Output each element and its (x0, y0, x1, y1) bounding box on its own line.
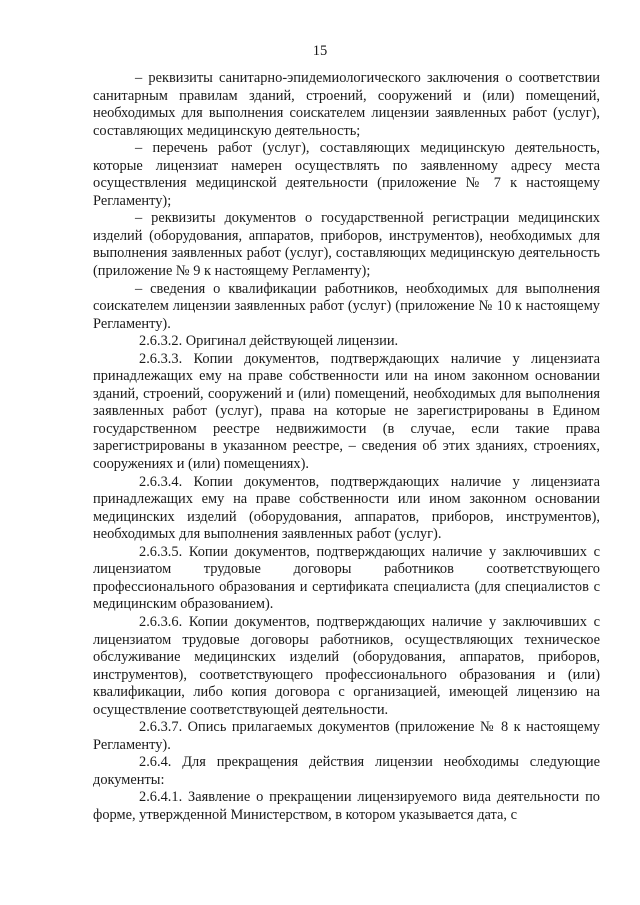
document-body (93, 70, 600, 825)
clause-2-6-3-7: 2.6.3.7. Опись прилагаемых документов (приложение № 8 к настоящему Регламенту). (93, 719, 600, 753)
clause-2-6-3-3: 2.6.3.3. Копии документов, подтверждающих наличие у лицензиата принадлежащих ему на праве собственности или на ином законном основании зданий, строений, сооружений и (или) помещений, необходимых для выполнения заявленных работ (услуг), права на которые не зарегистрированы в Едином государственном реестре недвижимости (в случае, если такие права зарегистрированы в указанном реестре, – сведения об этих зданиях, строениях, сооружениях и (или) помещениях). (93, 350, 600, 473)
list-item-services-list: – перечень работ (услуг), составляющих медицинскую деятельность, которые лицензиат намерен осуществлять по заявленному адресу места осуществления медицинской деятельности (приложение № 7 к настоящему Регламенту); (93, 140, 600, 209)
clause-2-6-4: 2.6.4. Для прекращения действия лицензии необходимы следующие документы: (93, 754, 600, 788)
list-item-staff-qualification: – сведения о квалификации работников, необходимых для выполнения соискателем лицензии заявленных работ (услуг) (приложение № 10 к настоящему Регламенту). (93, 280, 600, 332)
clause-2-6-3-5: 2.6.3.5. Копии документов, подтверждающих наличие у заключивших с лицензиатом трудовые договоры работников соответствующего профессионального образования и сертификата специалиста (для специалистов с медицинским образованием). (93, 543, 600, 613)
list-item-device-registration: – реквизиты документов о государственной регистрации медицинских изделий (оборудования, аппаратов, приборов, инструментов), необходимых для выполнения заявленных работ (услуг), составляющих медицинскую деятельность (приложение № 9 к настоящему Регламенту); (93, 210, 600, 280)
clause-2-6-3-6: 2.6.3.6. Копии документов, подтверждающих наличие у заключивших с лицензиатом трудовые договоры работников, осуществляющих техническое обслуживание медицинских изделий (оборудования, аппаратов, приборов, инструментов), соответствующего профессионального образования и (или) квалификации, либо копия договора с организацией, имеющей лицензию на осуществление соответствующей деятельности. (93, 613, 600, 718)
clause-2-6-3-4: 2.6.3.4. Копии документов, подтверждающих наличие у лицензиата принадлежащих ему на праве собственности или ином законном основании медицинских изделий (оборудования, аппаратов, приборов, инструментов), необходимых для выполнения заявленных работ (услуг). (93, 473, 600, 543)
page-number: 15 (312, 43, 328, 59)
clause-2-6-3-2: 2.6.3.2. Оригинал действующей лицензии. (139, 333, 399, 350)
list-item-sanitary-conclusion: – реквизиты санитарно-эпидемиологического заключения о соответствии санитарным правилам зданий, строений, сооружений и (или) помещений, необходимых для выполнения соискателем лицензии заявленных работ (услуг), составляющих медицинскую деятельность; (93, 70, 600, 139)
clause-2-6-4-1: 2.6.4.1. Заявление о прекращении лицензируемого вида деятельности по форме, утвержденной Министерством, в котором указывается дата, с (93, 789, 600, 823)
